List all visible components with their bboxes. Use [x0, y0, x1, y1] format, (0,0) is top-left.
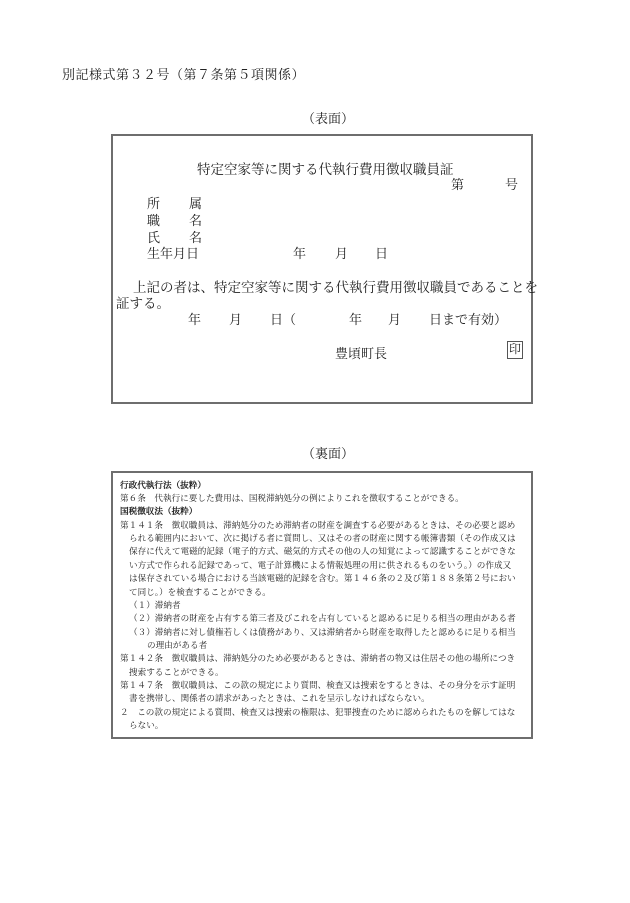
- form-title: 別記様式第３２号（第７条第５項関係）: [62, 68, 306, 83]
- issuer-title: 豊頃町長: [335, 347, 388, 362]
- birth-day: 日: [375, 247, 389, 262]
- affiliation-label-a: 所: [147, 197, 161, 212]
- back-card: [111, 471, 533, 739]
- position-label-b: 名: [189, 214, 203, 229]
- front-heading: （表面）: [302, 112, 355, 127]
- birth-year: 年: [293, 247, 307, 262]
- law-line: 書を携帯し、関係者の請求があったときは、これを呈示しなければならない。: [129, 694, 430, 704]
- number-go: 号: [505, 178, 519, 193]
- law-line: ２ この款の規定による質問、検査又は捜索の権限は、犯罪捜査のために認められたものを解してはな: [120, 708, 516, 718]
- front-card: [111, 134, 538, 404]
- law-item-1: （１）滞納者: [129, 601, 181, 611]
- law-line: 第６条 代執行に要した費用は、国税滞納処分の例によりこれを徴収することができる。: [120, 494, 464, 504]
- law-item-2: （２）滞納者の財産を占有する第三者及びこれを占有していると認めるに足りる相当の理由がある者: [129, 614, 516, 624]
- law-line: い方式で作られる記録であって、電子計算機による情報処理の用に供されるものをいう。）の作成又: [129, 561, 512, 571]
- affiliation-label-b: 属: [189, 197, 203, 212]
- card-title: 特定空家等に関する代執行費用徴収職員証: [197, 162, 454, 178]
- certify-line-2: 証する。: [116, 296, 170, 312]
- law-line: られる範囲内において、次に掲げる者に質問し、又はその者の財産に関する帳簿書類（その作成又は: [129, 534, 516, 544]
- law-line: は保存されている場合における当該電磁的記録を含む。第１４６条の２及び第１８８条第２号におい: [129, 574, 516, 584]
- back-heading: （裏面）: [302, 447, 355, 462]
- issue-month: 月: [229, 313, 243, 328]
- law-line: らない。: [129, 721, 164, 731]
- law-heading-2: 国税徴収法（抜粋）: [120, 507, 198, 517]
- certify-line-1: 上記の者は、特定空家等に関する代執行費用徴収職員であることを: [133, 280, 538, 296]
- valid-until: 日まで有効）: [429, 313, 508, 328]
- law-line: 第１４２条 徴収職員は、滞納処分のため必要があるときは、滞納者の物又は住居その他の場所につき: [120, 654, 516, 664]
- law-line: 保存に代えて電磁的記録（電子的方式、磁気的方式その他の人の知覚によって認識することができな: [129, 547, 516, 557]
- issue-year: 年: [188, 313, 202, 328]
- seal-mark: 印: [507, 341, 523, 359]
- law-line: て同じ。）を検査することができる。: [129, 588, 271, 598]
- law-line: の理由がある者: [147, 641, 208, 651]
- birthdate-label: 生年月日: [147, 247, 200, 262]
- law-heading-1: 行政代執行法（抜粋）: [120, 481, 206, 491]
- number-dai: 第: [451, 178, 465, 193]
- valid-year: 年: [349, 313, 363, 328]
- name-label-a: 氏: [147, 231, 161, 246]
- position-label-a: 職: [147, 214, 161, 229]
- law-line: 捜索することができる。: [129, 668, 224, 678]
- valid-month: 月: [388, 313, 402, 328]
- name-label-b: 名: [189, 231, 203, 246]
- birth-month: 月: [335, 247, 349, 262]
- law-line: 第１４７条 徴収職員は、この款の規定により質問、検査又は捜索をするときは、その身分を示す証明: [120, 681, 516, 691]
- issue-day: 日（: [270, 313, 297, 328]
- law-line: 第１４１条 徴収職員は、滞納処分のため滞納者の財産を調査する必要があるときは、その必要と認め: [120, 521, 516, 531]
- law-item-3: （３）滞納者に対し債権若しくは債務があり、又は滞納者から財産を取得したと認めるに足りる相当: [129, 628, 516, 638]
